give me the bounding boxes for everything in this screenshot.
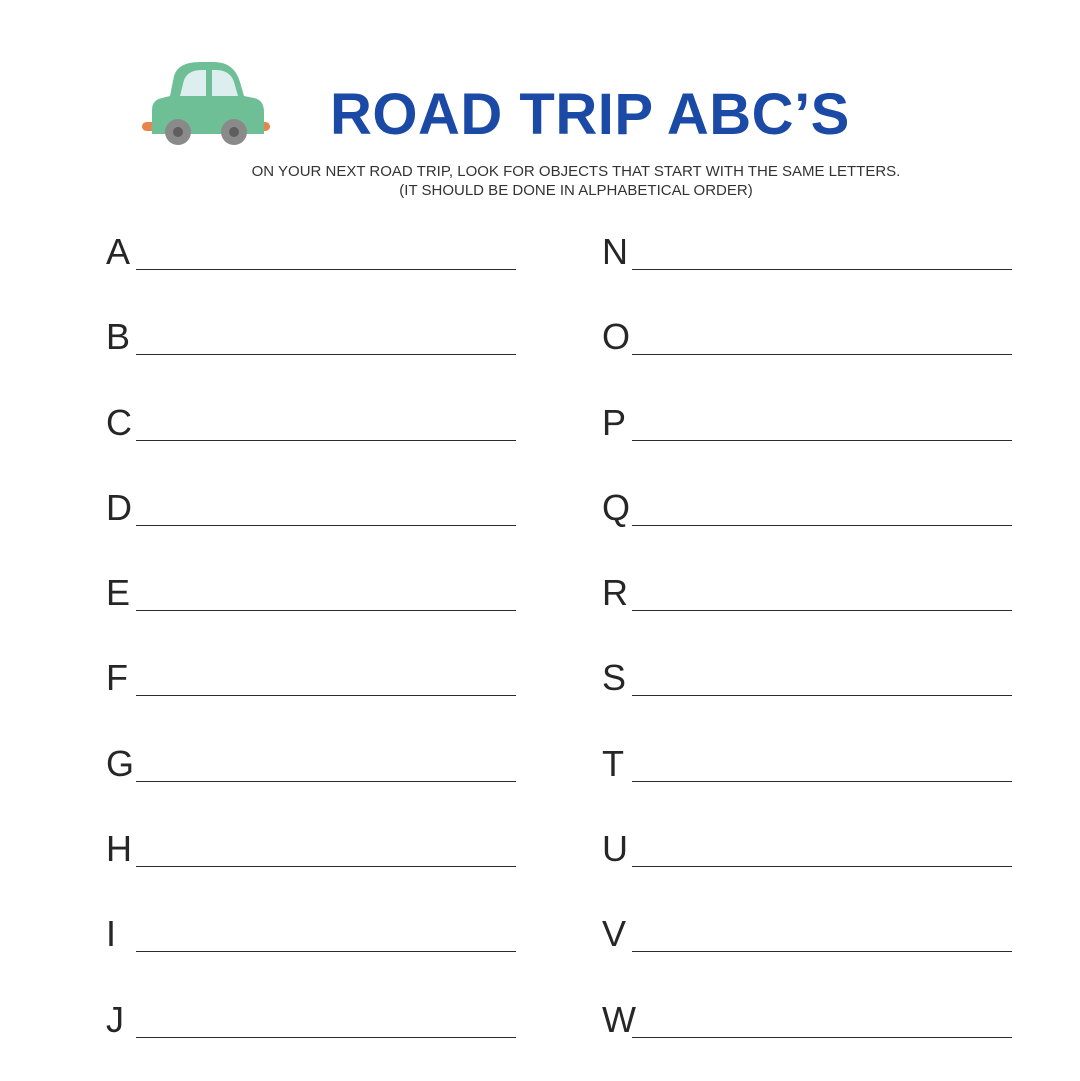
answer-line[interactable]	[136, 610, 516, 611]
letter-label: C	[106, 401, 132, 443]
instructions-line-2: (IT SHOULD BE DONE IN ALPHABETICAL ORDER)	[399, 182, 753, 199]
letter-row	[600, 484, 1020, 569]
letter-row	[104, 569, 524, 654]
letter-label: E	[106, 572, 131, 614]
letter-row	[600, 825, 1020, 910]
letter-label: S	[602, 657, 627, 699]
answer-line[interactable]	[136, 1037, 516, 1038]
answer-line[interactable]	[632, 354, 1012, 355]
letter-row	[104, 910, 524, 995]
letter-row	[600, 740, 1020, 825]
letter-label: D	[106, 486, 132, 528]
letter-label: J	[106, 998, 124, 1040]
letter-row	[104, 313, 524, 398]
letter-label: W	[602, 998, 636, 1040]
letter-row	[600, 996, 1020, 1081]
answer-line[interactable]	[136, 525, 516, 526]
letter-row	[600, 399, 1020, 484]
letter-row	[104, 228, 524, 313]
letter-label: T	[602, 742, 624, 784]
letter-label: V	[602, 913, 627, 955]
letter-row	[104, 996, 524, 1081]
answer-line[interactable]	[136, 695, 516, 696]
letter-row	[104, 484, 524, 569]
letter-row	[600, 910, 1020, 995]
left-letter-column	[104, 228, 524, 1081]
answer-line[interactable]	[136, 866, 516, 867]
letter-row	[104, 654, 524, 739]
car-icon	[140, 58, 272, 150]
letter-label: A	[106, 231, 131, 272]
answer-line[interactable]	[632, 1037, 1012, 1038]
letter-row	[600, 569, 1020, 654]
letter-row	[104, 399, 524, 484]
letter-label: U	[602, 828, 628, 870]
answer-line[interactable]	[136, 354, 516, 355]
letter-label: H	[106, 828, 132, 870]
answer-line[interactable]	[632, 269, 1012, 270]
letter-label: R	[602, 572, 628, 614]
letter-label: F	[106, 657, 128, 699]
letter-row	[600, 228, 1020, 313]
letter-label: N	[602, 231, 628, 272]
answer-line[interactable]	[632, 781, 1012, 782]
letter-label: I	[106, 913, 117, 955]
letter-row	[104, 740, 524, 825]
answer-line[interactable]	[632, 440, 1012, 441]
letter-label: P	[602, 401, 627, 443]
letter-label: G	[106, 742, 135, 784]
answer-line[interactable]	[136, 440, 516, 441]
answer-line[interactable]	[632, 695, 1012, 696]
instructions-line-1: ON YOUR NEXT ROAD TRIP, LOOK FOR OBJECTS THAT START WITH THE SAME LETTERS.	[251, 163, 901, 180]
letter-row	[600, 654, 1020, 739]
letter-label: B	[106, 316, 131, 358]
letter-row	[600, 313, 1020, 398]
answer-line[interactable]	[632, 866, 1012, 867]
answer-line[interactable]	[632, 610, 1012, 611]
answer-line[interactable]	[632, 951, 1012, 952]
answer-line[interactable]	[632, 525, 1012, 526]
letter-label: O	[602, 316, 631, 358]
right-letter-column	[600, 228, 1020, 1081]
answer-line[interactable]	[136, 781, 516, 782]
answer-line[interactable]	[136, 951, 516, 952]
page-title: ROAD TRIP ABC’S	[330, 82, 850, 147]
letter-label: Q	[602, 486, 631, 528]
answer-line[interactable]	[136, 269, 516, 270]
letter-row	[104, 825, 524, 910]
